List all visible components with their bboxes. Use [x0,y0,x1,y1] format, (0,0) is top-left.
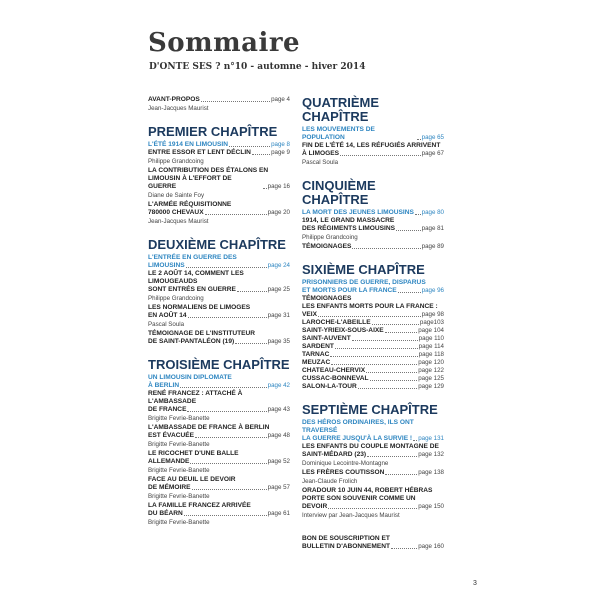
dot-leader [190,463,266,464]
page-ref: page 35 [267,338,290,345]
page-ref: page 25 [267,286,290,293]
toc-entry-title: EST ÉVACUÉE [148,432,195,439]
toc-column-left [148,96,290,528]
toc-entry-title: LES NORMALIENS DE LIMOGES [148,304,251,311]
toc-entry-title: L'ARMÉE RÉQUISITIONNE [148,201,232,208]
dot-leader [385,332,417,333]
toc-entry-title: SARDENT [302,343,334,350]
toc-entry-title: ENTRE ESSOR ET LENT DÉCLIN [148,149,251,156]
page-ref: page 131 [418,435,444,442]
toc-entry [302,367,444,375]
toc-entry-title: LE 2 AOÛT 14, COMMENT LES LIMOUGEAUDS [148,270,244,285]
dot-leader [235,343,266,344]
toc-entry-title: TÉMOIGNAGES [302,295,352,302]
dot-leader [385,474,417,475]
page-ref: page 65 [421,134,444,141]
page-ref: page 31 [267,312,290,319]
toc-entry-line [148,424,290,432]
toc-entry-title: ALLEMANDE [148,458,190,465]
toc-entry-title: VEIX [302,311,318,318]
article-author: Interview par Jean-Jacques Maurist [302,512,400,519]
toc-entry-line [148,167,290,175]
article-author: Dominique Lecointre-Montagne [302,460,389,467]
page-ref: page 118 [418,351,444,358]
dot-leader [367,456,417,457]
toc-entry-line [148,502,290,510]
toc-entry [302,343,444,351]
toc-entry-title: 1914, LE GRAND MASSACRE [302,217,395,224]
toc-entry [148,175,290,191]
toc-entry [148,209,290,217]
dot-leader [413,440,417,441]
page-ref: page 125 [418,375,444,382]
toc-entry [148,312,290,320]
chapter-subtitle: DES HÉROS ORDINAIRES, ILS ONT TRAVERSÉ [302,419,414,434]
dot-leader [195,437,267,438]
chapter-heading: TROISIÈME CHAPÎTRE [148,357,290,372]
toc-entry-title: LA CONTRIBUTION DES ÉTALONS EN [148,167,269,174]
dot-leader [188,317,267,318]
dot-leader [180,387,266,388]
chapter-heading: SEPTIÈME CHAPÎTRE [302,402,438,417]
toc-entry [302,225,444,233]
page-ref: page 120 [418,359,444,366]
page-ref: page 132 [418,451,444,458]
page-ref: page 80 [421,209,444,216]
article-author: Philippe Grandcoing [302,234,358,241]
article-author: Brigitte Fevrie-Banette [148,441,210,448]
toc-entry [302,319,444,327]
dot-leader [328,508,417,509]
page-ref: page 4 [271,96,290,103]
toc-entry-title: CUSSAC-BONNEVAL [302,375,369,382]
dot-leader [372,324,419,325]
page-ref: page 150 [418,503,444,510]
dot-leader [352,248,420,249]
chapter-subtitle-row [302,287,444,295]
toc-entry [302,335,444,343]
article-author: Jean-Claude Frolich [302,478,358,485]
toc-entry [148,338,290,346]
article-author: Pascal Soula [302,159,339,166]
dot-leader [366,372,417,373]
toc-entry-line [302,443,444,451]
dot-leader [330,356,417,357]
toc-entry-title: LA MORT DES JEUNES LIMOUSINS [302,209,414,216]
toc-entry-title: DES RÉGIMENTS LIMOUSINS [302,225,396,232]
toc-entry-title: À LIMOGES [302,150,339,157]
article-author: Philippe Grandcoing [148,295,204,302]
toc-entry-line [148,304,290,312]
page-ref: page 110 [418,335,444,342]
article-author: Brigitte Fevrie-Banette [148,519,210,526]
dot-leader [415,214,421,215]
toc-entry [302,243,444,251]
toc-entry [148,406,290,414]
article-author: Philippe Grandcoing [148,158,204,165]
toc-entry-title: SALON-LA-TOUR [302,383,357,390]
article-author: Brigitte Fevrie-Banette [148,415,210,422]
page-ref: page 24 [267,262,290,269]
toc-entry-title: À BERLIN [148,382,180,389]
toc-entry [302,543,444,551]
toc-entry-title: 780000 CHEVAUX [148,209,204,216]
page-ref: page 81 [421,225,444,232]
toc-entry-title: SAINT-YRIEIX-SOUS-AIXE [302,327,384,334]
page-ref: page 48 [267,432,290,439]
toc-entry [302,359,444,367]
toc-entry [148,149,290,157]
dot-leader [201,101,270,102]
toc-entry-line [148,476,290,484]
page-ref: page 61 [267,510,290,517]
chapter-subtitle-row [148,141,290,149]
article-author: Pascal Soula [148,321,185,328]
dot-leader [335,348,418,349]
dot-leader [205,214,267,215]
page-number: 3 [473,580,477,587]
dot-leader [237,291,267,292]
toc-entry-title: AVANT-PROPOS [148,96,200,103]
page-title: Sommaire [148,28,301,58]
chapter-subtitle: L'ENTRÉE EN GUERRE DES [148,254,237,261]
toc-entry [148,432,290,440]
article-author: Jean-Jacques Maurist [148,105,209,112]
toc-entry-title: L'AMBASSADE DE FRANCE À BERLIN [148,424,270,431]
chapter-subtitle: UN LIMOUSIN DIPLOMATE [148,374,232,381]
toc-entry-title: FACE AU DEUIL LE DEVOIR [148,476,236,483]
dot-leader [417,139,421,140]
toc-entry-title: LA GUERRE JUSQU'À LA SURVIE ! [302,435,413,442]
dot-leader [192,489,267,490]
toc-entry-title: LIMOUSIN À L'EFFORT DE GUERRE [148,175,232,190]
toc-entry-title: LA FAMILLE FRANCEZ ARRIVÉE [148,502,251,509]
dot-leader [396,230,421,231]
dot-leader [263,188,267,189]
toc-entry [302,503,444,511]
page-ref: page 129 [418,383,444,390]
dot-leader [398,292,421,293]
page-ref: page103 [419,319,444,326]
toc-entry-title: LAROCHE-L'ABEILLE [302,319,371,326]
toc-entry-title: DEVOIR [302,503,328,510]
chapter-subtitle-row [302,126,444,142]
dot-leader [358,388,417,389]
toc-entry [148,510,290,518]
toc-entry-title: FIN DE L'ÉTÉ 14, LES RÉFUGIÉS ARRIVENT [302,142,441,149]
toc-entry-title: BULLETIN D'ABONNEMENT [302,543,391,550]
article-author: Jean-Jacques Maurist [148,218,209,225]
toc-entry-title: TÉMOIGNAGES [302,243,352,250]
toc-entry-title: LIMOUSINS [148,262,185,269]
dot-leader [318,316,421,317]
toc-entry [302,469,444,477]
chapter-heading: DEUXIÈME CHAPÎTRE [148,237,286,252]
dot-leader [340,155,421,156]
toc-entry-line [148,201,290,209]
toc-entry-title: DE MÉMOIRE [148,484,191,491]
page-ref: page 98 [421,311,444,318]
toc-entry-title: LES ENFANTS MORTS POUR LA FRANCE : [302,303,438,310]
toc-entry-title: L'ÉTÉ 1914 EN LIMOUSIN [148,141,228,148]
dot-leader [391,548,417,549]
toc-entry-title: DE FRANCE [148,406,187,413]
toc-entry [302,311,444,319]
chapter-heading: PREMIER CHAPÎTRE [148,124,278,139]
toc-entry [148,484,290,492]
toc-entry-title: BON DE SOUSCRIPTION ET [302,535,390,542]
toc-entry-title: LES FRÈRES COUTISSON [302,469,385,476]
toc-entry-title: ET MORTS POUR LA FRANCE [302,287,397,294]
issue-subtitle: D'ONTE SES ? n°10 - automne - hiver 2014 [149,62,366,72]
dot-leader [187,411,266,412]
page-ref: page 89 [421,243,444,250]
toc-entry-title: MEUZAC [302,359,331,366]
toc-entry-line [148,390,290,406]
toc-entry-title: SAINT-AUVENT [302,335,351,342]
page-ref: page 114 [418,343,444,350]
toc-entry-title: ORADOUR 10 JUIN 44, ROBERT HÉBRAS [302,487,433,494]
chapter-subtitle: PRISONNIERS DE GUERRE, DISPARUS [302,279,426,286]
page-ref: page 43 [267,406,290,413]
toc-entry-title: RENÉ FRANCEZ : ATTACHÉ À L'AMBASSADE [148,390,243,405]
page-ref: page 96 [421,287,444,294]
toc-entry [302,150,444,158]
toc-entry-title: CHATEAU-CHERVIX [302,367,366,374]
dot-leader [331,364,417,365]
toc-entry-title: SAINT-MÉDARD (23) [302,451,367,458]
page-ref: page 8 [271,141,290,148]
dot-leader [352,340,418,341]
toc-entry-title: LE RICOCHET D'UNE BALLE [148,450,239,457]
page-ref: page 20 [267,209,290,216]
toc-entry-line [302,295,444,303]
toc-entry-line [148,330,290,338]
toc-entry-title: LES ENFANTS DU COUPLE MONTAGNE DE [302,443,439,450]
toc-entry [148,286,290,294]
page-ref: page 9 [271,149,290,156]
page-ref: page 104 [418,327,444,334]
toc-entry-title: SONT ENTRÉS EN GUERRE [148,286,236,293]
toc-entry-title: TÉMOIGNAGE DE L'INSTITUTEUR [148,330,256,337]
toc-entry-line [302,487,444,495]
toc-entry-title: PORTE SON SOUVENIR COMME UN [302,495,416,502]
toc-entry-line [302,535,444,543]
dot-leader [184,515,267,516]
toc-entry [302,351,444,359]
toc-entry-line [148,270,290,286]
article-author: Brigitte Fevrie-Banette [148,467,210,474]
dot-leader [186,267,267,268]
toc-entry-line [302,142,444,150]
toc-entry-title: DU BÉARN [148,510,183,517]
toc-entry [148,96,290,104]
chapter-subtitle-row [302,435,444,443]
page-ref: page 122 [418,367,444,374]
toc-column-right [302,96,444,551]
toc-entry-line [148,450,290,458]
toc-entry [302,451,444,459]
toc-entry [148,458,290,466]
chapter-heading: QUATRIÈME CHAPÎTRE [302,95,380,124]
toc-entry-line [302,217,444,225]
toc-entry-line [302,303,444,311]
toc-entry-title: DE SAINT-PANTALÉON (19) [148,338,235,345]
chapter-heading: SIXIÈME CHAPÎTRE [302,262,425,277]
chapter-subtitle-row [148,382,290,390]
page-ref: page 138 [418,469,444,476]
chapter-subtitle-row [148,262,290,270]
page-ref: page 16 [267,183,290,190]
dot-leader [252,154,270,155]
page-ref: page 160 [418,543,444,550]
toc-entry-line [302,495,444,503]
toc-entry [302,383,444,391]
dot-leader [370,380,418,381]
toc-entry-title: TARNAC [302,351,330,358]
chapter-subtitle-row [302,209,444,217]
article-author: Diane de Sainte Foy [148,192,205,199]
article-author: Brigitte Fevrie-Banette [148,493,210,500]
page-ref: page 52 [267,458,290,465]
toc-entry-title: EN AOÛT 14 [148,312,187,319]
dot-leader [229,146,270,147]
toc-entry [302,375,444,383]
toc-entry [302,327,444,335]
spacer [302,521,444,535]
page-ref: page 57 [267,484,290,491]
page-ref: page 42 [267,382,290,389]
chapter-heading: CINQUIÈME CHAPÎTRE [302,178,376,207]
page-ref: page 67 [421,150,444,157]
toc-entry-title: LES MOUVEMENTS DE POPULATION [302,126,375,141]
